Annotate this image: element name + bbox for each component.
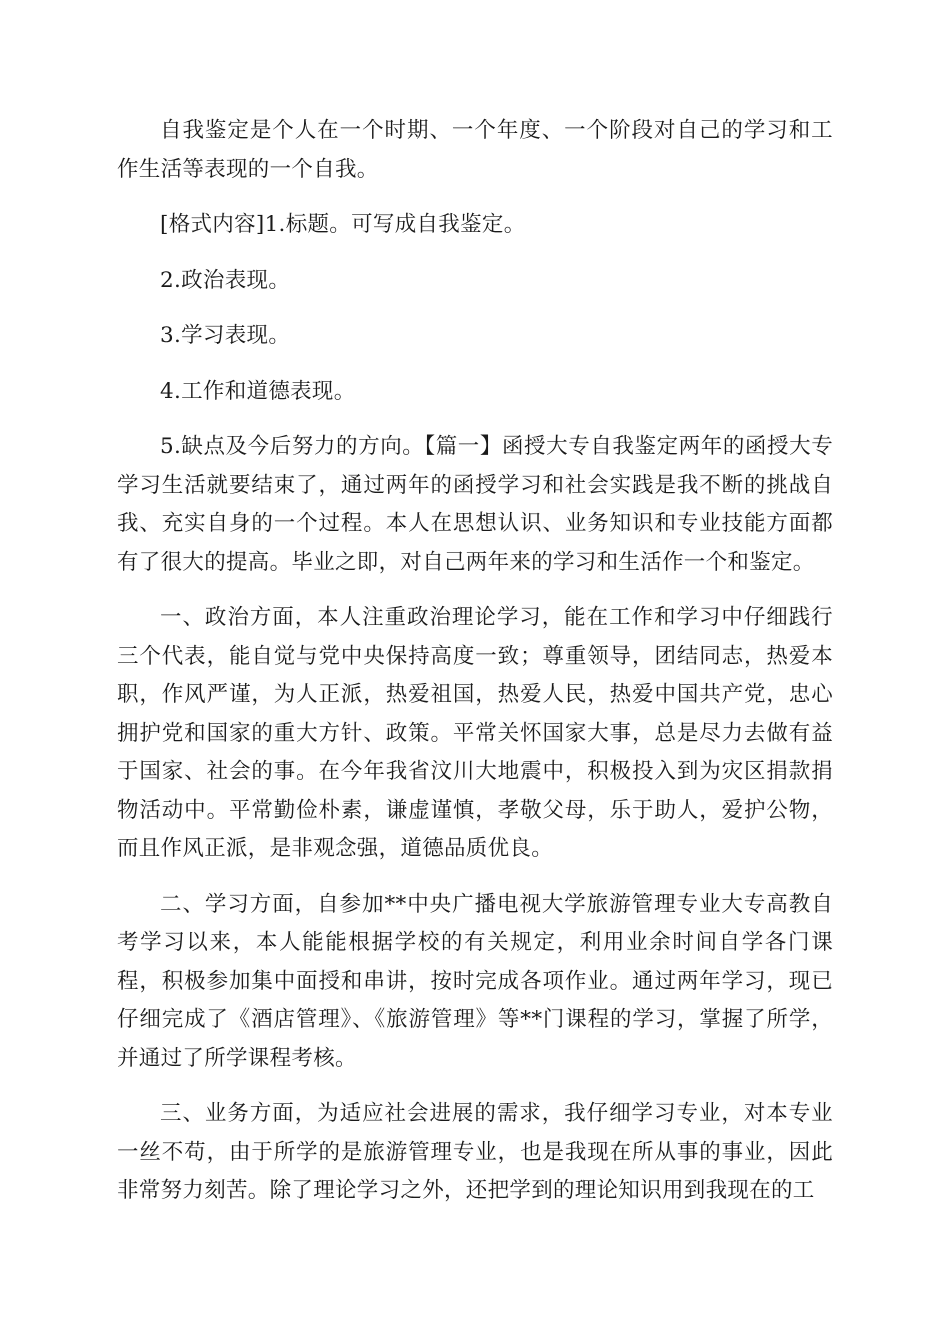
format-item-work-ethics: 4.工作和道德表现。 (160, 378, 356, 404)
document-body (117, 112, 833, 1228)
study-section-paragraph: 二、学习方面，自参加**中央广播电视大学旅游管理专业大专高教自考学习以来，本人能能根据学校的有关规定，利用业余时间自学各门课程，积极参加集中面授和串讲，按时完成各项作业。通过两年学习，现已仔细完成了《酒店管理》、《旅游管理》等**门课程的学习，掌握了所学，并通过了所学课程考核。 (117, 891, 833, 1071)
format-item-politics: 2.政治表现。 (160, 267, 291, 293)
business-section-paragraph: 三、业务方面，为适应社会进展的需求，我仔细学习专业，对本专业一丝不苟，由于所学的是旅游管理专业，也是我现在所从事的事业，因此非常努力刻苦。除了理论学习之外，还把学到的理论知识用到我现在的工 (117, 1101, 833, 1203)
format-item-study: 3.学习表现。 (160, 323, 291, 348)
politics-section-paragraph: 一、政治方面，本人注重政治理论学习，能在工作和学习中仔细践行三个代表，能自觉与党中央保持高度一致；尊重领导，团结同志，热爱本职，作风严谨，为人正派，热爱祖国，热爱人民，热爱中国共产党，忠心拥护党和国家的重大方针、政策。平常关怀国家大事，总是尽力去做有益于国家、社会的事。在今年我省汶川大地震中，积极投入到为灾区捐款捐物活动中。平常勤俭朴素，谦虚谨慎，孝敬父母，乐于助人，爱护公物，而且作风正派，是非观念强，道德品质优良。 (117, 605, 833, 861)
intro-paragraph: 自我鉴定是个人在一个时期、一个年度、一个阶段对自己的学习和工作生活等表现的一个自我。 (117, 118, 833, 182)
format-heading-item: [格式内容]1.标题。可写成自我鉴定。 (160, 212, 526, 237)
format-item-shortcomings-paragraph: 5.缺点及今后努力的方向。【篇一】函授大专自我鉴定两年的函授大专学习生活就要结束了，通过两年的函授学习和社会实践是我不断的挑战自我、充实自身的一个过程。本人在思想认识、业务知识和专业技能方面都有了很大的提高。毕业之即，对自己两年来的学习和生活作一个和鉴定。 (117, 434, 833, 575)
